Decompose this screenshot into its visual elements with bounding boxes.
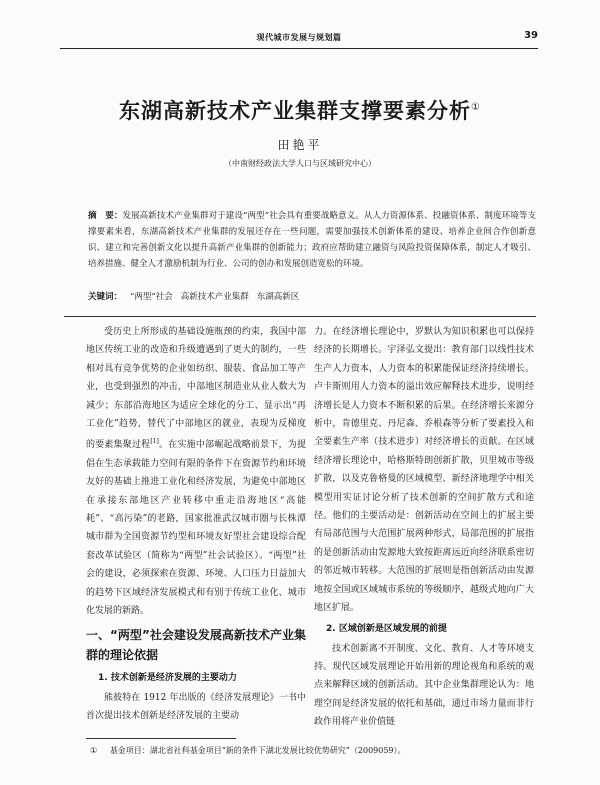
article-title — [40, 95, 560, 125]
subsection-heading: 1. 技术创新是经济发展的主要动力 — [98, 672, 237, 683]
running-title: 现代城市发展与规划篇 — [256, 33, 342, 42]
keyword-item: 高新技术产业集群 — [180, 292, 249, 302]
citation-ref: [1] — [150, 438, 159, 446]
section-heading: 一、“两型”社会建设发展高新技术产业集群的理论依据 — [86, 627, 306, 662]
title-footnote-mark: ① — [471, 102, 481, 113]
section-divider — [64, 316, 536, 317]
author-name: 田艳平 — [277, 138, 323, 152]
footnote-mark: ① — [90, 746, 98, 755]
body-paragraph — [86, 323, 306, 621]
body-paragraph: 技术创新离不开制度、文化、教育、人才等环境支持。现代区域发展理论开始用新的理论视角和系统的观点来解释区域的创新活动。其中企业集群理论认为：地理空间是经济发展的依托和基础，通过市场力量而非行政作用将产业价值链 — [314, 643, 534, 728]
body-column-left — [86, 323, 306, 725]
running-header — [60, 32, 538, 49]
keyword-item: “两型”社会 — [130, 292, 173, 302]
author-affiliation: （中南财经政法大学人口与区域研究中心） — [224, 159, 376, 168]
keywords-label: 关键词： — [88, 292, 123, 302]
abstract — [88, 208, 536, 272]
footnote-text: 基金项目：湖北省社科基金项目“新的条件下湖北发展比较优势研究”（2009059）。 — [109, 746, 406, 755]
abstract-label: 摘 要： — [88, 211, 123, 221]
subsection-heading: 2. 区域创新是区域发展的前提 — [326, 623, 447, 634]
body-column-right — [314, 323, 534, 732]
article-title-text: 东湖高新技术产业集群支撑要素分析 — [119, 99, 472, 123]
keywords — [88, 290, 536, 304]
footnote-rule — [86, 738, 236, 739]
keyword-item: 东湖高新区 — [256, 292, 300, 302]
footnote — [90, 745, 406, 756]
page-number: 39 — [524, 30, 538, 41]
paragraph-text: 受历史上所形成的基础设施瓶颈的约束，我国中部地区传统工业的改造和升级遭遇到了更大的制约，一些相对具有竞争优势的企业如纺织、服装、食品加工等产业，也受到强烈的冲击，中部地区制造业从业人数大为减少；东部沿海地区为适应全球化的分工、显示出“再工业化”趋势，替代了中部地区的就业，表现为反梯度的要素集聚过程 — [86, 327, 306, 451]
body-paragraph: 熊彼特在 1912 年出版的《经济发展理论》一书中首次提出技术创新是经济发展的主要动 — [86, 692, 306, 721]
abstract-text: 发展高新技术产业集群对于建设“两型”社会具有重要战略意义。从人力资源体系、投融资体系、制度环境等支撑要素来看，东湖高新技术产业集群的发展还存在一些问题，需要加强技术创新体系的建设、培养企业间合作创新意识、建立和完善创新文化以提升高新产业集群的创新能力；政府应帮助建立融资与风险投资保障体系，制定人才吸引、培养措施、健全人才激励机制为行业、公司的创办和发展创造宽松的环境。 — [88, 211, 536, 269]
paragraph-text: 。在实施中部崛起战略前景下，为提倡在生态承载能力空间有限的条件下在资源节约和环境友好的基础上推进工业化和经济发展，为避免中部地区在承接东部地区产业转移中重走沿海地区“高能耗”、“高污染”的老路，国家批准武汉城市圈与长株潭城市群为全国资源节约型和环境友好型社会建设综合配套改革试验区（简称为“两型”社会试验区）。“两型”社会的建设，必须探索在资源、环境、人口压力日益加大的趋势下区域经济发展模式和有别于传统工业化、城市化发展的新路。 — [86, 440, 306, 617]
body-paragraph: 力。在经济增长理论中，罗默认为知识积累也可以保持经济的长期增长。宇泽弘文提出：教育部门以线性技术生产人力资本，人力资本的积累能保证经济持续增长。卢卡斯则用人力资本的溢出效应解释技术进步，说明经济增长是人力资本不断积累的后果。在经济增长来源分析中，肯德里克、丹尼森、乔根森等分析了要素投入和全要素生产率（技术进步）对经济增长的贡献。在区域经济增长理论中，哈格斯特朗创新扩散，贝里城市等级扩散，以及克鲁格曼的区域模型、新经济地理学中相关模型用实证讨论分析了技术创新的空间扩散方式和途径。他们的主要活动是：创新活动在空间上的扩展主要有局部范围与大范围扩展两种形式，局部范围的扩展指的是创新活动由发源地大致按距离远近向经济联系密切的邻近城市转移。大范围的扩展则是指创新活动由发源地按全国或区域城市系统的等级顺序，越级式地向广大地区扩展。 — [314, 327, 534, 614]
